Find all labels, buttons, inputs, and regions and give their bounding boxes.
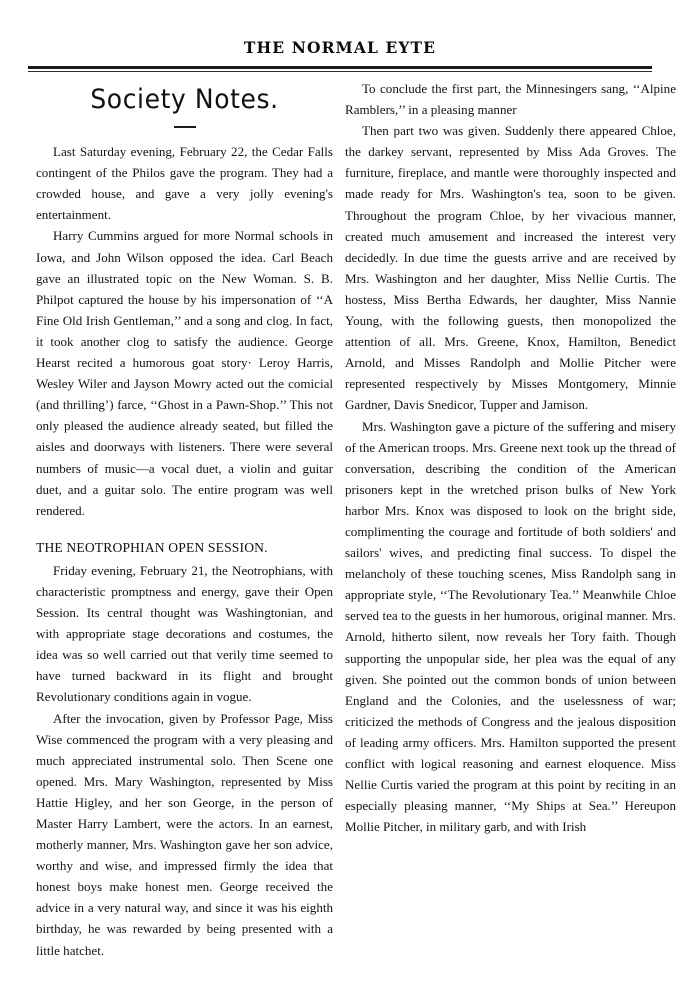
left-column xyxy=(36,78,333,961)
paragraph: Then part two was given. Suddenly there appeared Chloe, the darkey servant, represented by Miss Ada Groves. The furniture, fireplace, and mantle were thoroughly inspected and made ready for Mrs. Washington's tea, soon to be given. Throughout the program Chloe, by her vivacious manner, created much amusement and increased the interest very decidedly. In due time the guests arrive and are received by Mrs. Washington and her daughter, Miss Nellie Curtis. The hostess, Miss Bertha Edwards, her daughter, Miss Nannie Young, with the following guests, then monopolized the attention of all. Mrs. Greene, Knox, Hamilton, Benedict Arnold, and Misses Randolph and Mollie Pitcher were represented respectively by Misses Montgomery, Minnie Gardner, Davis Snedicor, Tupper and Jamison. xyxy=(345,123,676,413)
masthead-rule-thin xyxy=(28,71,652,72)
paragraph: Harry Cummins argued for more Normal schools in Iowa, and John Wilson opposed the idea. Carl Beach gave an illustrated topic on the New Woman. S. B. Philpot captured the house by his impersonation of ‘‘A Fine Old Irish Gentleman,’’ and a song and clog. In fact, it took another clog to satisfy the audience. George Hearst recited a humorous goat story· Leroy Harris, Wesley Wiler and Jayson Mowry acted out the comicial (and thrilling’) farce, ‘‘Ghost in a Pawn-Shop.’’ This not only pleased the audience already seated, but filled the aisles and doorways with listeners. There were several numbers of music—a vocal duet, a violin and guitar duet, and a guitar solo. The entire program was well rendered. xyxy=(36,228,333,518)
paragraph: Last Saturday evening, February 22, the Cedar Falls contingent of the Philos gave the program. They had a crowded house, and gave a very jolly evening's entertainment. xyxy=(36,144,333,223)
right-column xyxy=(345,78,676,837)
paragraph: Friday evening, February 21, the Neotrophians, with characteristic promptness and energy, gave their Open Session. Its central thought was Washingtonian, and with appropriate stage decorations and costumes, the idea was so well carried out that verily time seemed to have turned backward in its flight and brought Revolutionary conditions again in vogue. xyxy=(36,562,333,705)
paragraph: Mrs. Washington gave a picture of the suffering and misery of the American troops. Mrs. Greene next took up the thread of conversation, describing the condition of the American prisoners kept in the wretched prison bulks of New York harbor Mrs. Knox was disposed to look on the bright side, complimenting the courage and fortitude of both soldiers' and sailors' wives, and predicting final success. To dispel the melancholy of these touching scenes, Miss Randolph sang in appropriate style, ‘‘The Revolutionary Tea.’’ Meanwhile Chloe served tea to the guests in her humorous, original manner. Mrs. Arnold, hitherto silent, now reveals her Tory faith. Though supporting the unpopular side, her plea was the equal of any given. She pointed out the common bonds of union between England and the Colonies, and the uselessness of war; criticized the methods of Congress and the jealous disposition of leading army officers. Mrs. Hamilton supported the present conflict with logical reasoning and earnest eloquence. Miss Nellie Curtis varied the program at this point by reciting in an especially pleasing manner, ‘‘My Ships at Sea.’’ Hereupon Mollie Pitcher, in military garb, and with Irish xyxy=(345,418,676,835)
heading-divider-rule xyxy=(174,126,196,129)
page-masthead: THE NORMAL EYTE xyxy=(243,38,437,57)
masthead-rule-thick xyxy=(28,66,652,69)
neotrophian-subheading: THE NEOTROPHIAN OPEN SESSION. xyxy=(36,539,268,555)
paragraph: After the invocation, given by Professor Page, Miss Wise commenced the program with a very pleasing and much appreciated instrumental solo. Then Scene one opened. Mrs. Mary Washington, represented by Miss Hattie Higley, and her son George, in the person of Master Harry Lambert, were the actors. In an earnest, motherly manner, Mrs. Washington gave her son advice, worthy and wise, and impressed firmly the idea that honest boys make honest men. George received the advice in a very natural way, and since it was his eighth birthday, he was rewarded by being presented with a little hatchet. xyxy=(36,710,333,958)
paragraph: To conclude the first part, the Minnesingers sang, ‘‘Alpine Ramblers,’’ in a pleasing manner xyxy=(345,81,676,118)
society-notes-heading: Society Notes. xyxy=(90,82,279,115)
